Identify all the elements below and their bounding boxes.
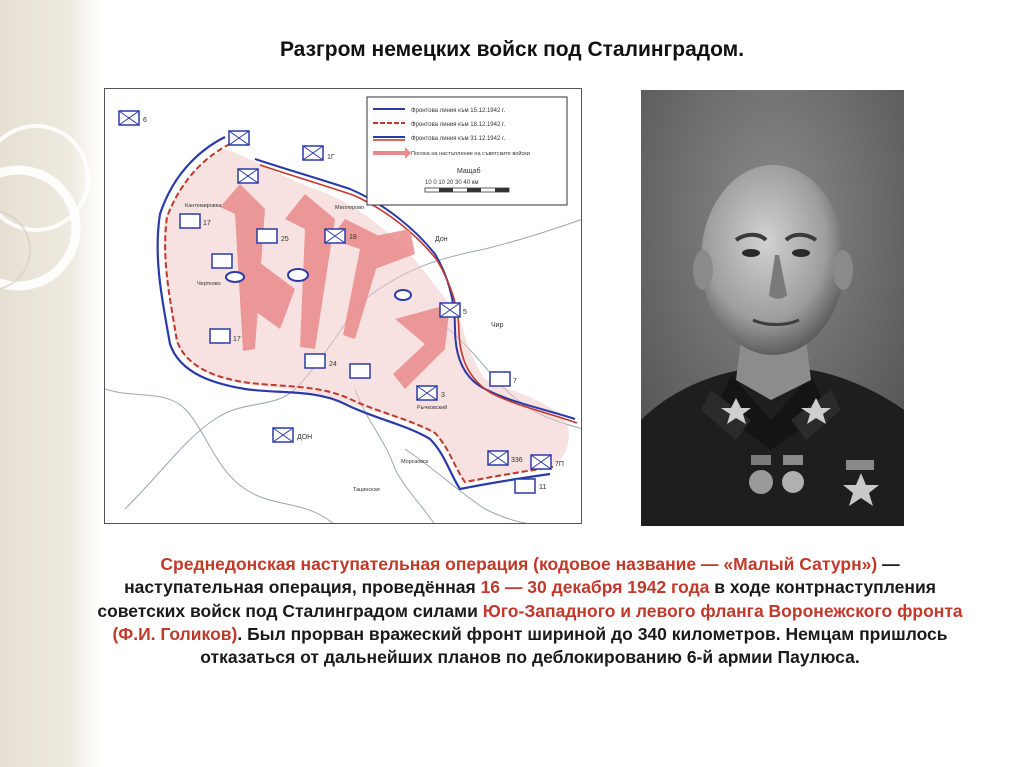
unit-label-5: 5: [463, 309, 467, 316]
slide-title: Разгром немецких войск под Сталинградом.: [279, 38, 745, 61]
operation-dates: 16 — 30 декабря 1942 года: [480, 577, 710, 598]
head: [701, 165, 845, 355]
unit-label-18: 18: [349, 234, 357, 241]
unit-label-don: ДОН: [297, 434, 313, 441]
description-text-3: . Был прорван вражеский фронт шириной до 340 километров. Немцам пришлось отказаться от дальнейших планов по деблокированию 6-й армии Паулюса.: [200, 623, 948, 668]
place-label-5: Морозовск: [401, 459, 429, 465]
description-text-1: — наступательная операция, проведённая: [124, 554, 900, 598]
place-label-4: Тацинская: [353, 487, 380, 493]
portrait-photo-golikov: [641, 90, 904, 526]
legend-item-1: Фронтова линия към 15.12.1942 г.: [411, 108, 506, 114]
river-label-don: Дон: [435, 236, 448, 243]
unit-label-7p: 7П: [555, 461, 564, 468]
description-text-2: в ходе контрнаступления советских войск под Сталинградом силами: [97, 577, 936, 621]
place-label-6: Рычковский: [417, 405, 448, 411]
fronts-involved: Юго-Западного и левого фланга Воронежского фронта (Ф.И. Голиков): [112, 600, 963, 644]
legend-item-4: Посока на настъпление на съветските войски: [411, 151, 530, 157]
unit-label-7: 7: [513, 378, 517, 385]
unit-label-17a: 17: [203, 220, 211, 227]
unit-label-11: 11: [539, 484, 547, 491]
operation-description: [92, 553, 968, 669]
map-legend: [367, 97, 567, 205]
operation-name: Среднедонская наступательная операция (кодовое название — «Малый Сатурн»): [160, 554, 878, 574]
place-label-1: Кантемировка: [185, 203, 222, 209]
unit-label-336: 336: [511, 457, 523, 464]
legend-scale-title: Мащаб: [457, 168, 481, 175]
legend-item-3: Фронтова линия към 31.12.1942 г.: [411, 136, 506, 142]
unit-label-6: 6: [143, 117, 147, 124]
unit-label-25: 25: [281, 236, 289, 243]
unit-label-17b: 17: [233, 336, 241, 343]
unit-label-24: 24: [329, 361, 337, 368]
river-label-chir: Чир: [491, 322, 504, 329]
unit-label-1g: 1Г: [327, 154, 335, 161]
legend-item-2: Фронтова линия към 18.12.1942 г.: [411, 122, 506, 128]
unit-label-3: 3: [441, 392, 445, 399]
legend-scale-ticks: 10 0 10 20 30 40 км: [425, 180, 479, 186]
place-label-3: Чертково: [197, 281, 221, 287]
operation-map: [104, 88, 582, 524]
place-label-2: Миллерово: [335, 205, 365, 211]
